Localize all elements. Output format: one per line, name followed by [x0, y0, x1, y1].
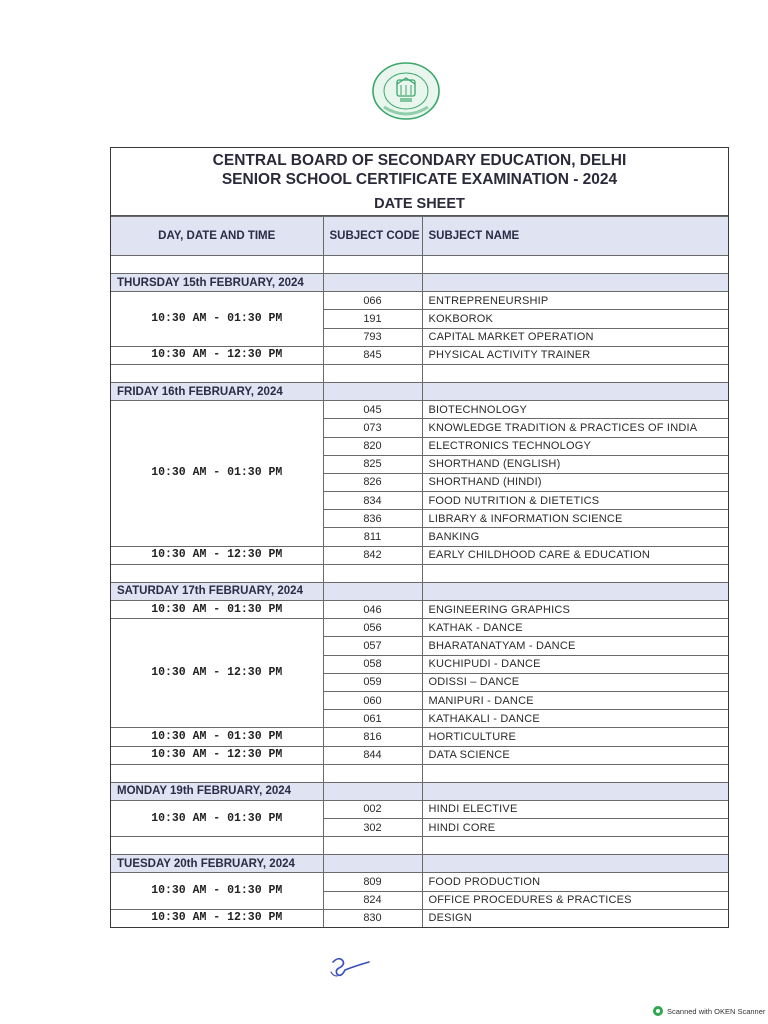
subject-code: 302: [323, 819, 422, 837]
subject-name: DATA SCIENCE: [422, 746, 728, 764]
spacer-row: [111, 837, 728, 855]
column-header-row: [111, 217, 728, 256]
table-row: [111, 909, 728, 927]
table-row: [111, 546, 728, 564]
time-slot: 10:30 AM - 01:30 PM: [111, 292, 323, 347]
subject-code: 058: [323, 655, 422, 673]
sheet-title: DATE SHEET: [374, 196, 465, 212]
time-slot: 10:30 AM - 12:30 PM: [111, 619, 323, 728]
subject-code: 066: [323, 292, 422, 310]
subject-name: LIBRARY & INFORMATION SCIENCE: [422, 510, 728, 528]
subject-code: 046: [323, 601, 422, 619]
subject-code: 825: [323, 455, 422, 473]
subject-name: CAPITAL MARKET OPERATION: [422, 328, 728, 346]
day-row: [111, 855, 728, 873]
day-label: FRIDAY 16th FEBRUARY, 2024: [111, 382, 323, 400]
subject-code: 845: [323, 346, 422, 364]
subject-code: 811: [323, 528, 422, 546]
day-label: SATURDAY 17th FEBRUARY, 2024: [111, 582, 323, 600]
scanner-watermark: [653, 1006, 765, 1016]
board-title: CENTRAL BOARD OF SECONDARY EDUCATION, DELHI: [212, 152, 627, 169]
column-header-name: SUBJECT NAME: [422, 217, 728, 256]
time-slot: 10:30 AM - 12:30 PM: [111, 346, 323, 364]
subject-code: 061: [323, 710, 422, 728]
time-slot: 10:30 AM - 01:30 PM: [111, 873, 323, 909]
time-slot: 10:30 AM - 12:30 PM: [111, 909, 323, 927]
subject-code: 191: [323, 310, 422, 328]
subject-name: KATHAK - DANCE: [422, 619, 728, 637]
table-row: [111, 401, 728, 419]
subject-code: 826: [323, 473, 422, 491]
day-row: [111, 582, 728, 600]
subject-name: FOOD NUTRITION & DIETETICS: [422, 492, 728, 510]
subject-name: PHYSICAL ACTIVITY TRAINER: [422, 346, 728, 364]
subject-code: 057: [323, 637, 422, 655]
sheet-header: [111, 148, 728, 216]
spacer-row: [111, 364, 728, 382]
table-row: [111, 746, 728, 764]
subject-name: HINDI CORE: [422, 819, 728, 837]
exam-title: SENIOR SCHOOL CERTIFICATE EXAMINATION - 2024: [221, 171, 618, 188]
table-row: [111, 728, 728, 746]
subject-name: SHORTHAND (ENGLISH): [422, 455, 728, 473]
subject-code: 816: [323, 728, 422, 746]
subject-code: 836: [323, 510, 422, 528]
subject-code: 056: [323, 619, 422, 637]
subject-name: HORTICULTURE: [422, 728, 728, 746]
spacer-row: [111, 256, 728, 274]
subject-name: DESIGN: [422, 909, 728, 927]
subject-name: ENTREPRENEURSHIP: [422, 292, 728, 310]
scanner-logo-icon: [653, 1006, 663, 1016]
day-label: TUESDAY 20th FEBRUARY, 2024: [111, 855, 323, 873]
subject-code: 824: [323, 891, 422, 909]
subject-code: 834: [323, 492, 422, 510]
subject-name: KATHAKALI - DANCE: [422, 710, 728, 728]
day-label: MONDAY 19th FEBRUARY, 2024: [111, 782, 323, 800]
subject-code: 830: [323, 909, 422, 927]
time-slot: 10:30 AM - 12:30 PM: [111, 746, 323, 764]
subject-name: KOKBOROK: [422, 310, 728, 328]
subject-name: OFFICE PROCEDURES & PRACTICES: [422, 891, 728, 909]
time-slot: 10:30 AM - 01:30 PM: [111, 601, 323, 619]
time-slot: 10:30 AM - 12:30 PM: [111, 546, 323, 564]
subject-code: 002: [323, 800, 422, 818]
subject-name: BIOTECHNOLOGY: [422, 401, 728, 419]
subject-code: 045: [323, 401, 422, 419]
subject-name: EARLY CHILDHOOD CARE & EDUCATION: [422, 546, 728, 564]
subject-code: 793: [323, 328, 422, 346]
table-row: [111, 346, 728, 364]
subject-code: 844: [323, 746, 422, 764]
time-slot: 10:30 AM - 01:30 PM: [111, 800, 323, 836]
table-row: [111, 601, 728, 619]
spacer-row: [111, 564, 728, 582]
schedule-table: [111, 216, 728, 927]
subject-code: 060: [323, 691, 422, 709]
subject-code: 820: [323, 437, 422, 455]
subject-name: ELECTRONICS TECHNOLOGY: [422, 437, 728, 455]
subject-code: 842: [323, 546, 422, 564]
table-row: [111, 619, 728, 637]
time-slot: 10:30 AM - 01:30 PM: [111, 728, 323, 746]
day-row: [111, 382, 728, 400]
subject-name: KNOWLEDGE TRADITION & PRACTICES OF INDIA: [422, 419, 728, 437]
table-row: [111, 873, 728, 891]
subject-code: 809: [323, 873, 422, 891]
subject-name: ENGINEERING GRAPHICS: [422, 601, 728, 619]
spacer-row: [111, 764, 728, 782]
time-slot: 10:30 AM - 01:30 PM: [111, 401, 323, 547]
signature-icon: [325, 952, 373, 982]
subject-name: SHORTHAND (HINDI): [422, 473, 728, 491]
subject-name: ODISSI – DANCE: [422, 673, 728, 691]
day-row: [111, 782, 728, 800]
day-row: [111, 274, 728, 292]
table-row: [111, 800, 728, 818]
column-header-code: SUBJECT CODE: [323, 217, 422, 256]
cbse-emblem-icon: [370, 61, 442, 125]
subject-name: KUCHIPUDI - DANCE: [422, 655, 728, 673]
subject-code: 073: [323, 419, 422, 437]
subject-code: 059: [323, 673, 422, 691]
subject-name: HINDI ELECTIVE: [422, 800, 728, 818]
subject-name: FOOD PRODUCTION: [422, 873, 728, 891]
subject-name: BANKING: [422, 528, 728, 546]
column-header-datetime: DAY, DATE AND TIME: [111, 217, 323, 256]
date-sheet: [110, 147, 729, 928]
scanner-text: Scanned with OKEN Scanner: [667, 1006, 766, 1016]
day-label: THURSDAY 15th FEBRUARY, 2024: [111, 274, 323, 292]
subject-name: MANIPURI - DANCE: [422, 691, 728, 709]
subject-name: BHARATANATYAM - DANCE: [422, 637, 728, 655]
table-row: [111, 292, 728, 310]
